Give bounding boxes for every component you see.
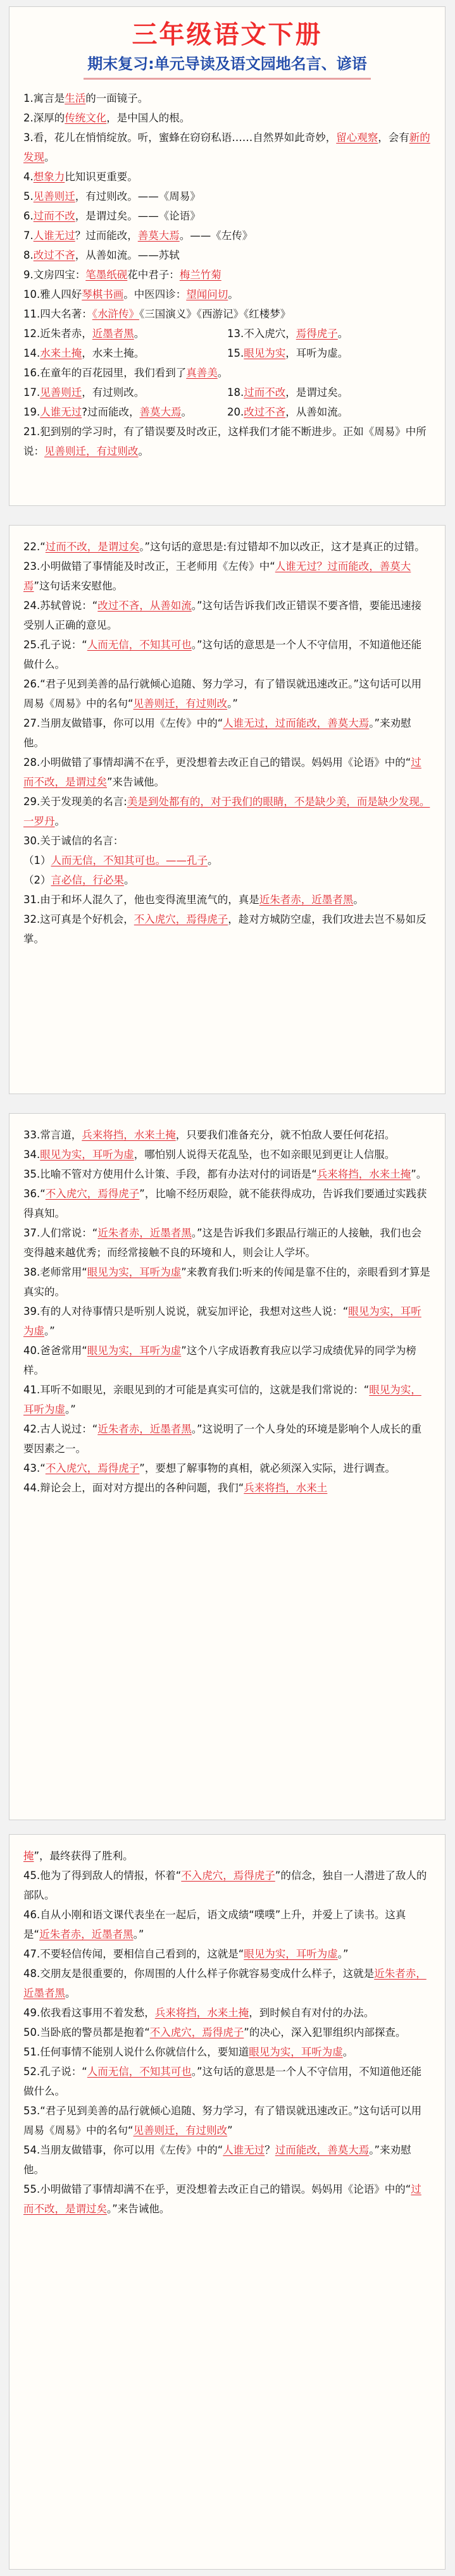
list-item [23, 831, 431, 851]
text-run: ，是谓过矣。——《论语》 [75, 210, 201, 222]
text-run: ，趁对方城防空虚，我们攻进去岂不易如反掌。 [23, 913, 427, 945]
list-item [23, 363, 431, 383]
key-phrase: 兵来将挡，水来土掩 [316, 1168, 411, 1180]
list-item [23, 206, 431, 226]
text-run: 。 [138, 445, 149, 457]
list-item [23, 635, 431, 674]
list-item [23, 792, 431, 831]
key-phrase: 真善美 [186, 367, 218, 379]
text-run: ，有过则改。——《周易》 [75, 190, 201, 202]
text-run: ，耳听为虚。 [285, 347, 349, 359]
list-item [23, 1223, 431, 1262]
key-phrase: 见善则迁，有过则改 [44, 445, 139, 457]
text-run: 41.耳听不如眼见，亲眼见到的才可能是真实可信的，这就是我们常说的：“ [23, 1384, 370, 1396]
key-phrase: 人谁无过，过而能改，善莫大焉 [223, 717, 370, 729]
list-item [23, 1478, 431, 1498]
list-item [23, 1184, 431, 1223]
key-phrase: 近朱者赤，近墨者黑 [97, 1423, 192, 1435]
text-run: 11.四大名著： [23, 308, 92, 320]
list-item [23, 343, 227, 363]
text-run: 8. [23, 249, 34, 261]
text-run: 《三国演义》《西游记》《红楼梦》 [139, 308, 291, 320]
key-phrase: 近朱者赤，近墨者黑 [23, 1968, 427, 1999]
text-run: 。”这句话的意思是一个人不守信用，不知道他还能做什么。 [23, 2066, 422, 2097]
key-phrase: 不入虎穴，焉得虎子 [134, 913, 228, 925]
text-run: 2.深厚的 [23, 112, 65, 124]
list-item [23, 1458, 431, 1478]
list-item [227, 402, 431, 422]
list-item-pair [23, 402, 431, 422]
text-run: ，只要我们准备充分，就不怕敌人要任何花招。 [175, 1129, 396, 1141]
list-item [23, 1302, 431, 1341]
key-phrase: 善莫大焉 [137, 230, 180, 242]
list-item [23, 2062, 431, 2101]
key-phrase: 言必信，行必果 [51, 874, 124, 886]
text-run: 30.关于诚信的名言： [23, 835, 124, 847]
text-run: 24.苏轼曾说：“ [23, 600, 98, 612]
list-item [23, 2023, 431, 2042]
key-phrase: 过而不改，是谓过矣 [23, 2183, 421, 2215]
key-phrase: 眼见为实，耳听为虚 [244, 1948, 338, 1960]
text-run: 45.他为了得到敌人的情报，怀着“ [23, 1870, 182, 1882]
text-run: 的一面镜子。 [85, 92, 149, 104]
key-phrase: 见善则迁 [33, 190, 75, 202]
text-run: ?过而能改， [82, 406, 140, 418]
text-run: 14. [23, 347, 41, 359]
key-phrase: 改过不吝 [33, 249, 75, 261]
text-run: ，从善如流。——苏轼 [75, 249, 180, 261]
text-run: ，有过则改。 [82, 386, 145, 398]
list-item [23, 1145, 431, 1164]
list-item [23, 713, 431, 753]
list-item [23, 596, 431, 635]
text-run: 。 [54, 815, 65, 827]
text-run: ，会有 [378, 132, 409, 144]
text-run: 。” [337, 1948, 349, 1960]
text-run: 48.交朋友是很重要的，你周围的人什么样子你就容易变成什么样子，这就是 [23, 1968, 375, 1980]
list-item [23, 422, 431, 461]
list-item [23, 167, 431, 187]
text-run: 6. [23, 210, 34, 222]
text-run: 53.“君子见到美善的品行就倾心追随、努力学习，有了错误就迅速改正。”这句话可以用周易《周易》中的名句“ [23, 2105, 422, 2136]
text-run: 。 [134, 328, 145, 340]
text-run: 4. [23, 171, 34, 183]
card-2 [9, 525, 446, 1094]
text-run: 。 [228, 288, 239, 300]
key-phrase: 望闻问切 [186, 288, 228, 300]
key-phrase: 眼见为实，耳听为虚 [40, 1149, 134, 1161]
text-run: ，哪怕别人说得天花乱坠，也不如亲眼见到更让人信服。 [134, 1149, 396, 1161]
list-item [23, 1380, 431, 1419]
text-run: 9.文房四宝： [23, 269, 86, 281]
key-phrase: 改过不吝 [244, 406, 286, 418]
list-item [23, 890, 431, 909]
text-run: 39.有的人对待事情只是听别人说说，就妄加评论，我想对这些人说：“ [23, 1305, 349, 1317]
text-run: 55.小明做错了事情却满不在乎，更没想着去改正自己的错误。妈妈用《论语》中的“ [23, 2183, 411, 2195]
card-3 [9, 1113, 446, 1820]
text-run: 40.爸爸常用“ [23, 1345, 87, 1357]
text-run: 20. [227, 406, 244, 418]
text-run: 23.小明做错了事情能及时改正，王老师用《左传》中“ [23, 560, 275, 572]
list-item [23, 1419, 431, 1458]
text-run: 。”这句话的意思是:有过错却不加以改正，这才是真正的过错。 [139, 541, 425, 553]
list-item [23, 1944, 431, 1964]
text-run: ，是谓过矣。 [285, 386, 349, 398]
list-item [23, 1262, 431, 1302]
text-run: 17. [23, 386, 41, 398]
list-item-pair [23, 343, 431, 363]
text-run: ，水来土掩。 [82, 347, 145, 359]
text-run: 42.古人说过：“ [23, 1423, 98, 1435]
key-phrase: 眼见为实，耳听为虚 [249, 2046, 343, 2058]
key-phrase: 见善则迁，有过则改 [133, 698, 228, 710]
text-run: ”，比喻不经历艰险，就不能获得成功，告诉我们要通过实践获得真知。 [23, 1188, 427, 1219]
text-run: 31.由于和坏人混久了，他也变得流里流气的，真是 [23, 894, 259, 906]
list-item [227, 324, 431, 343]
text-run: 。”这是告诉我们多跟品行端正的人接触，我们也会变得越来越优秀；而经常接触不良的环境和人，则会让人学坏。 [23, 1227, 422, 1259]
key-phrase: 过而不改，是谓过矣 [45, 541, 140, 553]
card-1 [9, 6, 446, 506]
key-phrase: 美是到处都有的，对于我们的眼睛，不是缺少美，而是缺少发现。一罗丹 [23, 796, 430, 827]
key-phrase: 近朱者赤，近墨者黑 [39, 1928, 134, 1940]
list-item [23, 304, 431, 324]
text-run: 花中君子： [127, 269, 180, 281]
list-item [23, 1164, 431, 1184]
list-item [23, 324, 227, 343]
text-run: 。 [65, 1987, 76, 1999]
text-run: 52.孔子说：“ [23, 2066, 87, 2078]
page-title: 三年级语文下册 [132, 20, 323, 49]
text-run: 35.比喻不管对方使用什么计策、手段，都有办法对付的词语是“ [23, 1168, 317, 1180]
key-phrase: 近朱者赤，近墨者黑 [97, 1227, 192, 1239]
text-run: ”，要想了解事物的真相，就必须深入实际，进行调查。 [139, 1462, 396, 1474]
key-phrase: 不入虎穴，焉得虎子 [149, 2026, 244, 2038]
text-run: 37.人们常说：“ [23, 1227, 98, 1239]
text-run: 7. [23, 230, 34, 242]
text-run: 比知识更重要。 [65, 171, 138, 183]
text-run: 26.“君子见到美善的品行就倾心追随、努力学习，有了错误就迅速改正。”这句话可以用周易《周易》中的名句“ [23, 678, 422, 710]
key-phrase: 人而无信，不知其可也。——孔子 [51, 854, 208, 866]
text-run: 。”来告诫他。 [107, 2203, 170, 2215]
text-run: ？ [265, 2144, 275, 2156]
text-run: 46.自从小刚和语文课代表坐在一起后，语文成绩“噗噗”上升，并爱上了读书。这真是“ [23, 1909, 406, 1940]
key-phrase: 琴棋书画 [82, 288, 124, 300]
text-run: 19. [23, 406, 41, 418]
text-run: 33.常言道， [23, 1129, 82, 1141]
key-phrase: 人而无信，不知其可也 [87, 2066, 192, 2078]
page-subtitle: 期末复习:单元导读及语文园地名言、谚语 [84, 51, 371, 80]
key-phrase: 人谁无过 [223, 2144, 265, 2156]
list-item [23, 265, 431, 285]
text-run: 。”来劝慰他。 [23, 717, 411, 749]
text-run: 27.当朋友做错事，你可以用《左传》中的“ [23, 717, 223, 729]
card-4-content [23, 1846, 431, 2219]
key-phrase: 过而不改 [33, 210, 75, 222]
key-phrase: 水来土掩 [40, 347, 82, 359]
text-run: 。 [208, 854, 218, 866]
text-run: 。” [227, 698, 238, 710]
text-run: 38.老师常用“ [23, 1266, 87, 1278]
card-3-content [23, 1125, 431, 1498]
key-phrase: 见善则迁 [40, 386, 82, 398]
key-phrase: 梅兰竹菊 [179, 269, 221, 281]
text-run: 。” [133, 1928, 144, 1940]
key-phrase: 笔墨纸砚 [85, 269, 128, 281]
text-run: 。——《左传》 [179, 230, 253, 242]
text-run: 。” [65, 1403, 76, 1415]
text-run: ”这个八字成语教育我应以学习成绩优异的同学为榜样。 [23, 1345, 416, 1376]
text-run: ”来教育我们:听来的传闻是靠不住的，亲眼看到才算是真实的。 [23, 1266, 430, 1298]
list-item [23, 557, 431, 596]
text-run: 49.依我看这事用不着发愁， [23, 2007, 155, 2019]
key-phrase: 传统文化 [65, 112, 107, 124]
card-4 [9, 1834, 446, 2570]
list-item [23, 909, 431, 949]
list-item [23, 870, 431, 890]
text-run: ”。 [411, 1168, 427, 1180]
text-run: 。 [353, 894, 364, 906]
key-phrase: 近朱者赤，近墨者黑 [259, 894, 354, 906]
text-run: ”的决心，深入犯罪组织内部探查。 [244, 2026, 406, 2038]
key-phrase: 不入虎穴，焉得虎子 [45, 1188, 140, 1200]
text-run: 。”这句话的意思是一个人不守信用，不知道他还能做什么。 [23, 639, 422, 670]
key-phrase: 过而不改 [244, 386, 286, 398]
text-run: 。 [44, 151, 55, 163]
list-item [23, 187, 431, 206]
list-item [23, 285, 431, 304]
text-run: 1.寓言是 [23, 92, 65, 104]
text-run: （1） [23, 854, 51, 866]
text-run: ，是中国人的根。 [106, 112, 190, 124]
text-run: 16.在童年的百花园里，我们看到了 [23, 367, 187, 379]
list-item [23, 674, 431, 713]
list-item [23, 1125, 431, 1145]
text-run: 。 [337, 328, 349, 340]
text-run: 21.犯到别的学习时，有了错误要及时改正，这样我们才能不断进步。正如《周易》中所说： [23, 426, 427, 457]
key-phrase: 改过不吝，从善如流 [97, 600, 192, 612]
text-run: 。”这句话告诉我们改正错误不要吝惜，要能迅速接受别人正确的意见。 [23, 600, 422, 631]
list-item [23, 128, 431, 167]
list-item [23, 245, 431, 265]
key-phrase: 生活 [65, 92, 86, 104]
key-phrase: 兵来将挡，水来土掩 [154, 2007, 249, 2019]
key-phrase: 见善则迁，有过则改 [133, 2124, 228, 2136]
list-item [23, 753, 431, 792]
key-phrase: 人谁无过 [40, 406, 82, 418]
text-run: 。” [44, 1325, 55, 1337]
text-run: （2） [23, 874, 51, 886]
card-2-content [23, 537, 431, 949]
list-item-pair [23, 324, 431, 343]
key-phrase: 不入虎穴，焉得虎子 [45, 1462, 140, 1474]
list-item [23, 2101, 431, 2140]
list-item [23, 226, 431, 245]
text-run: 10.雅人四好 [23, 288, 82, 300]
key-phrase: 眼见为实，耳听为虚 [87, 1266, 182, 1278]
text-run: ，从善如流。 [285, 406, 349, 418]
text-run: 47.不要轻信传闻，要相信自己看到的，这就是“ [23, 1948, 244, 1960]
text-run: 13.不入虎穴， [227, 328, 296, 340]
key-phrase: 兵来将挡，水来土掩 [82, 1129, 176, 1141]
key-phrase: 过而能改，善莫大焉 [275, 2144, 370, 2156]
text-run: 51.任何事情不能别人说什么你就信什么，要知道 [23, 2046, 249, 2058]
text-run: 28.小明做错了事情却满不在乎，更没想着去改正自己的错误。妈妈用《论语》中的“ [23, 756, 411, 768]
list-item [23, 1846, 431, 1866]
key-phrase: 眼见为实，耳听为虚 [23, 1305, 421, 1337]
list-item [23, 383, 227, 402]
text-run: 。 [217, 367, 228, 379]
text-run: 54.当朋友做错事，你可以用《左传》中的“ [23, 2144, 223, 2156]
text-run: 。”来劝慰他。 [23, 2144, 411, 2176]
text-run: ”的信念，独自一人潜进了敌人的部队。 [23, 1870, 427, 1901]
text-run: ，到时候自有对付的办法。 [249, 2007, 375, 2019]
list-item [227, 343, 431, 363]
text-run: 18. [227, 386, 244, 398]
key-phrase: 善莫大焉 [139, 406, 182, 418]
text-run: ”这句话来安慰他。 [34, 580, 123, 592]
key-phrase: 近墨者黑 [92, 328, 134, 340]
key-phrase: 想象力 [33, 171, 65, 183]
list-item [23, 2003, 431, 2023]
page-header [23, 18, 431, 80]
text-run: 34. [23, 1149, 41, 1161]
text-run: 44.辩论会上，面对对方提出的各种问题，我们“ [23, 1482, 244, 1494]
text-run: 22.“ [23, 541, 46, 553]
list-item [23, 1905, 431, 1944]
list-item [23, 89, 431, 108]
key-phrase: 焉得虎子 [296, 328, 338, 340]
card-1-content [23, 89, 431, 461]
list-item [23, 2179, 431, 2219]
list-item [23, 851, 431, 870]
text-run: 25.孔子说：“ [23, 639, 87, 651]
key-phrase: 眼见为实，耳听为虚 [23, 1384, 421, 1415]
key-phrase: 眼见为实，耳听为虚 [87, 1345, 182, 1357]
text-run: 12.近朱者赤， [23, 328, 92, 340]
list-item [23, 2140, 431, 2179]
list-item [23, 108, 431, 128]
list-item [23, 537, 431, 557]
key-phrase: 兵来将挡，水来土 [244, 1482, 328, 1494]
text-run: 15. [227, 347, 244, 359]
text-run: ”来告诫他。 [107, 776, 165, 788]
text-run: ” [227, 2124, 233, 2136]
key-phrase: 《水浒传》 [92, 308, 139, 320]
text-run: ？过而能改， [75, 230, 138, 242]
text-run: 32.这可真是个好机会， [23, 913, 134, 925]
text-run: 。中医四诊： [123, 288, 187, 300]
text-run: 3.看，花儿在悄悄绽放。听，蜜蜂在窃窃私语……自然界如此奇妙， [23, 132, 337, 144]
text-run: 。 [181, 406, 192, 418]
list-item [23, 1964, 431, 2003]
key-phrase: 掩 [23, 1850, 34, 1862]
text-run: 36.“ [23, 1188, 46, 1200]
text-run: 29.关于发现美的名言: [23, 796, 127, 808]
list-item [23, 402, 227, 422]
text-run: ”，最终获得了胜利。 [34, 1850, 134, 1862]
text-run: 43.“ [23, 1462, 46, 1474]
text-run: 。 [124, 874, 135, 886]
key-phrase: 人而无信，不知其可也 [87, 639, 192, 651]
list-item [227, 383, 431, 402]
key-phrase: 人谁无过？过而能改，善莫大焉 [23, 560, 411, 592]
key-phrase: 留心观察 [336, 132, 378, 144]
list-item-pair [23, 383, 431, 402]
text-run: 50.当卧底的警员都是抱着“ [23, 2026, 150, 2038]
text-run: 5. [23, 190, 34, 202]
key-phrase: 眼见为实 [244, 347, 286, 359]
key-phrase: 人谁无过 [33, 230, 75, 242]
key-phrase: 新的发现 [23, 132, 430, 163]
key-phrase: 不入虎穴，焉得虎子 [181, 1870, 275, 1882]
text-run: 。”这说明了一个人身处的环境是影响个人成长的重要因素之一。 [23, 1423, 422, 1455]
list-item [23, 1341, 431, 1380]
key-phrase: 过而不改，是谓过矣 [23, 756, 421, 788]
list-item [23, 1866, 431, 1905]
text-run: 。 [342, 2046, 354, 2058]
list-item [23, 2042, 431, 2062]
